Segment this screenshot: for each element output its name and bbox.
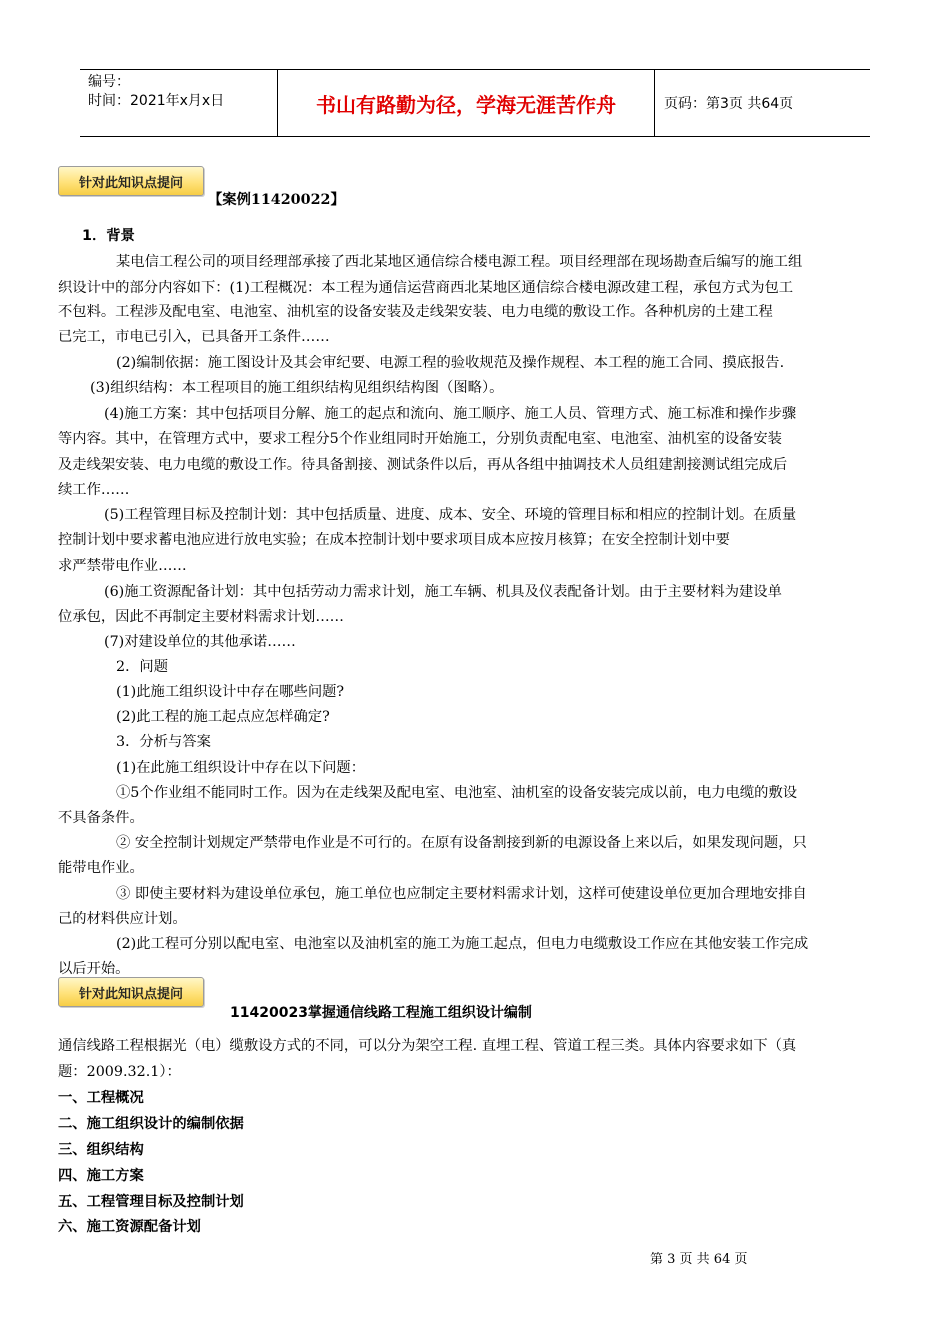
section-title: 11420023掌握通信线路工程施工组织设计编制: [230, 1005, 532, 1021]
case-line: 某电信工程公司的项目经理部承接了西北某地区通信综合楼电源工程。项目经理部在现场勘查后编写的施工组: [116, 254, 803, 270]
case-line: (6)施工资源配备计划：其中包括劳动力需求计划，施工车辆、机具及仪表配备计划。由于主要材料为建设单: [104, 584, 782, 600]
case-line: 不具备条件。: [58, 810, 144, 826]
header-motto: 书山有路勤为径，学海无涯苦作舟: [278, 70, 655, 136]
case-line: ③ 即使主要材料为建设单位承包，施工单位也应制定主要材料需求计划，这样可使建设单位更加合理地安排自: [116, 886, 807, 902]
case-line: 己的材料供应计划。: [58, 911, 187, 927]
case-line: 以后开始。: [58, 961, 130, 977]
case-line: (7)对建设单位的其他承诺……: [104, 634, 296, 650]
case-line: 续工作……: [58, 482, 130, 498]
case-line: (1)此施工组织设计中存在哪些问题?: [116, 684, 345, 700]
section-intro-line: 题：2009.32.1）：: [58, 1064, 181, 1080]
outline-item: 一、工程概况: [58, 1090, 144, 1106]
case-line: 及走线架安装、电力电缆的敷设工作。待具备割接、测试条件以后，再从各组中抽调技术人员组建割接测试组完成后: [58, 457, 788, 473]
date-label: 时间：2021年x月x日: [88, 93, 225, 109]
section-intro-line: 通信线路工程根据光（电）缆敷设方式的不同，可以分为架空工程. 直埋工程、管道工程三类。具体内容要求如下（真: [58, 1038, 797, 1054]
case-title: 【案例11420022】: [208, 192, 345, 208]
case-line: 2．问题: [116, 659, 168, 675]
ask-question-button-1[interactable]: 针对此知识点提问: [58, 166, 204, 196]
header-page-info: 页码：第3页 共64页: [664, 96, 794, 112]
case-background-heading: 1．背景: [82, 228, 135, 244]
header-meta: [80, 70, 278, 136]
case-line: (5)工程管理目标及控制计划：其中包括质量、进度、成本、安全、环境的管理目标和相应的控制计划。在质量: [104, 507, 797, 523]
case-line: 求严禁带电作业……: [58, 558, 187, 574]
outline-item: 六、施工资源配备计划: [58, 1219, 201, 1235]
case-line: ② 安全控制计划规定严禁带电作业是不可行的。在原有设备割接到新的电源设备上来以后，如果发现问题，只: [116, 835, 807, 851]
outline-item: 二、施工组织设计的编制依据: [58, 1116, 244, 1132]
case-line: 3．分析与答案: [116, 734, 211, 750]
page-header: [80, 69, 870, 137]
outline-item: 五、工程管理目标及控制计划: [58, 1194, 244, 1210]
case-line: (2)此工程的施工起点应怎样确定?: [116, 709, 330, 725]
case-line: 不包料。工程涉及配电室、电池室、油机室的设备安装及走线架安装、电力电缆的敷设工作。各种机房的土建工程: [58, 304, 773, 320]
outline-item: 四、施工方案: [58, 1168, 144, 1184]
ask-question-button-2[interactable]: 针对此知识点提问: [58, 977, 204, 1007]
case-line: ①5个作业组不能同时工作。因为在走线架及配电室、电池室、油机室的设备安装完成以前，电力电缆的敷设: [116, 785, 798, 801]
case-line: 织设计中的部分内容如下：(1)工程概况：本工程为通信运营商西北某地区通信综合楼电源改建工程，承包方式为包工: [58, 280, 794, 296]
case-line: (2)此工程可分别以配电室、电池室以及油机室的施工为施工起点，但电力电缆敷设工作应在其他安装工作完成: [116, 936, 809, 952]
case-line: 位承包，因此不再制定主要材料需求计划……: [58, 609, 344, 625]
case-line: (3)组织结构：本工程项目的施工组织结构见组织结构图（图略）。: [90, 380, 504, 396]
case-line: (4)施工方案：其中包括项目分解、施工的起点和流向、施工顺序、施工人员、管理方式、施工标准和操作步骤: [104, 406, 797, 422]
case-line: 已完工，市电已引入，已具备开工条件……: [58, 329, 330, 345]
case-line: (1)在此施工组织设计中存在以下问题：: [116, 760, 365, 776]
case-line: 控制计划中要求蓄电池应进行放电实验；在成本控制计划中要求项目成本应按月核算；在安全控制计划中要: [58, 532, 730, 548]
case-line: 能带电作业。: [58, 860, 144, 876]
page-footer: 第 3 页 共 64 页: [650, 1252, 748, 1267]
case-line: 等内容。其中，在管理方式中，要求工程分5个作业组同时开始施工，分别负责配电室、电池室、油机室的设备安装: [58, 431, 782, 447]
outline-item: 三、组织结构: [58, 1142, 144, 1158]
number-label: 编号：: [88, 74, 130, 90]
case-line: (2)编制依据：施工图设计及其会审纪要、电源工程的验收规范及操作规程、本工程的施工合同、摸底报告.: [116, 355, 785, 371]
